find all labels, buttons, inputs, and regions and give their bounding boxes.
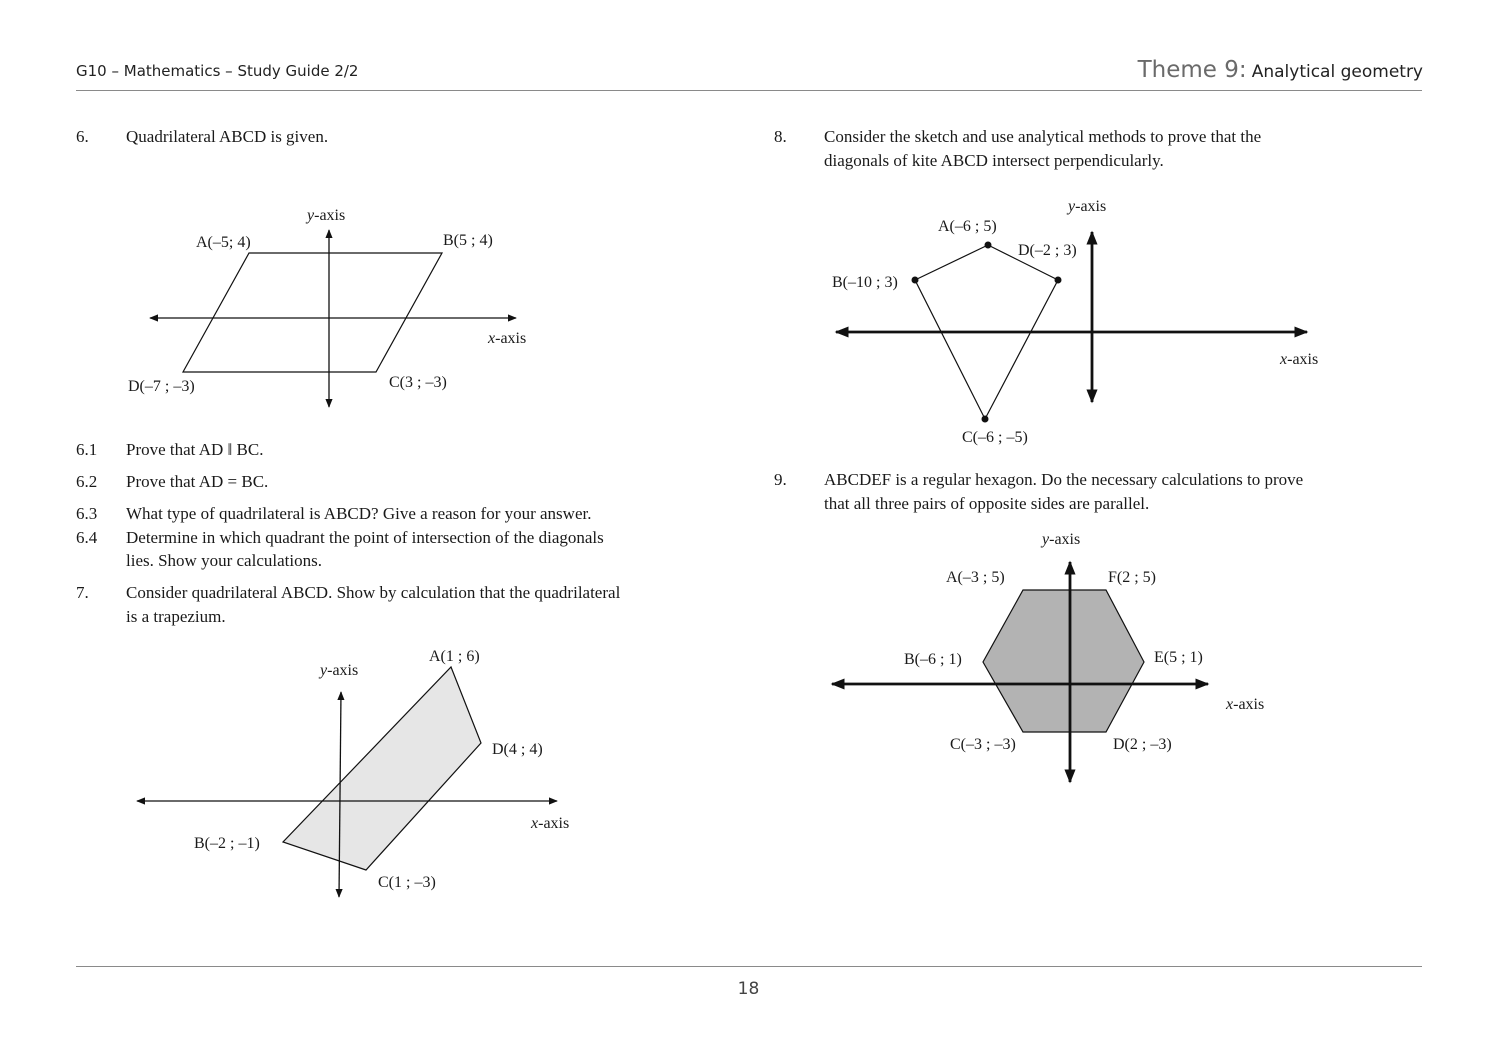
page-number: 18 — [737, 979, 760, 999]
question-number: 8. — [774, 127, 787, 146]
figure-q9-hexagon — [820, 522, 1290, 792]
figure-q6-parallelogram — [110, 195, 570, 425]
part-number: 6.2 — [76, 472, 98, 491]
question-text-line-1: Consider quadrilateral ABCD. Show by calculation that the quadrilateral — [126, 583, 621, 602]
theme-number: Theme 9: — [1137, 57, 1247, 83]
question-text-line-2: diagonals of kite ABCD intersect perpendicularly. — [824, 151, 1164, 170]
label-b: B(–2 ; –1) — [194, 835, 260, 852]
label-a: A(–5; 4) — [196, 234, 251, 251]
label-e: E(5 ; 1) — [1154, 649, 1203, 666]
part-number: 6.4 — [76, 528, 98, 547]
part-number: 6.1 — [76, 440, 98, 459]
header-course-title: G10 – Mathematics – Study Guide 2/2 — [76, 62, 359, 80]
question-number: 6. — [76, 127, 89, 146]
point-d — [1055, 277, 1062, 284]
y-axis-label: y-axis — [1068, 198, 1107, 215]
part-text-line-2: lies. Show your calculations. — [126, 551, 322, 570]
hexagon-abcdef — [983, 590, 1144, 732]
label-d: D(–7 ; –3) — [128, 378, 195, 395]
theme-name: Analytical geometry — [1251, 62, 1423, 82]
question-8 — [774, 125, 1434, 173]
figure-q7-trapezium — [120, 640, 590, 910]
y-axis-label: y-axis — [307, 207, 346, 224]
trapezium-abcd — [283, 667, 481, 870]
label-c: C(–3 ; –3) — [950, 736, 1016, 753]
part-text-line-1: Determine in which quadrant the point of intersection of the diagonals — [126, 528, 604, 547]
question-text-line-2: is a trapezium. — [126, 607, 226, 626]
label-c: C(3 ; –3) — [389, 374, 447, 391]
question-6-2 — [76, 470, 736, 494]
question-text-line-1: ABCDEF is a regular hexagon. Do the necessary calculations to prove — [824, 470, 1304, 489]
label-a: A(–6 ; 5) — [938, 218, 997, 235]
point-a — [985, 242, 992, 249]
question-6-3 — [76, 502, 746, 526]
header-divider — [76, 90, 1422, 91]
x-axis-label: x-axis — [1226, 696, 1265, 713]
question-7 — [76, 581, 746, 629]
footer-divider — [76, 966, 1422, 967]
x-axis-label: x-axis — [1280, 351, 1319, 368]
header-theme-title — [1138, 57, 1423, 83]
label-d: D(–2 ; 3) — [1018, 242, 1077, 259]
question-text: Quadrilateral ABCD is given. — [126, 127, 329, 146]
label-b: B(–10 ; 3) — [832, 274, 898, 291]
question-text-line-2: that all three pairs of opposite sides are parallel. — [824, 494, 1150, 513]
question-6 — [76, 125, 726, 149]
question-9 — [774, 468, 1434, 516]
point-b — [912, 277, 919, 284]
label-f: F(2 ; 5) — [1108, 569, 1156, 586]
label-a: A(1 ; 6) — [429, 648, 480, 665]
label-c: C(1 ; –3) — [378, 874, 436, 891]
point-c — [982, 416, 989, 423]
part-number: 6.3 — [76, 504, 98, 523]
label-d: D(2 ; –3) — [1113, 736, 1172, 753]
question-number: 7. — [76, 583, 89, 602]
part-text: Prove that AD = BC. — [126, 472, 269, 491]
question-text-line-1: Consider the sketch and use analytical methods to prove that the — [824, 127, 1262, 146]
label-b: B(5 ; 4) — [443, 232, 493, 249]
part-text: Prove that AD ǁ BC. — [126, 440, 264, 459]
y-axis-label: y-axis — [320, 662, 359, 679]
question-6-4 — [76, 526, 746, 574]
label-a: A(–3 ; 5) — [946, 569, 1005, 586]
part-text: What type of quadrilateral is ABCD? Give a reason for your answer. — [126, 504, 592, 523]
label-c: C(–6 ; –5) — [962, 429, 1028, 446]
label-b: B(–6 ; 1) — [904, 651, 962, 668]
question-6-1 — [76, 438, 736, 462]
x-axis-label: x-axis — [531, 815, 570, 832]
label-d: D(4 ; 4) — [492, 741, 543, 758]
figure-q8-kite — [820, 190, 1340, 455]
y-axis-label: y-axis — [1042, 531, 1081, 548]
parallelogram-abcd — [183, 253, 442, 372]
x-axis-label: x-axis — [488, 330, 527, 347]
question-number: 9. — [774, 470, 787, 489]
